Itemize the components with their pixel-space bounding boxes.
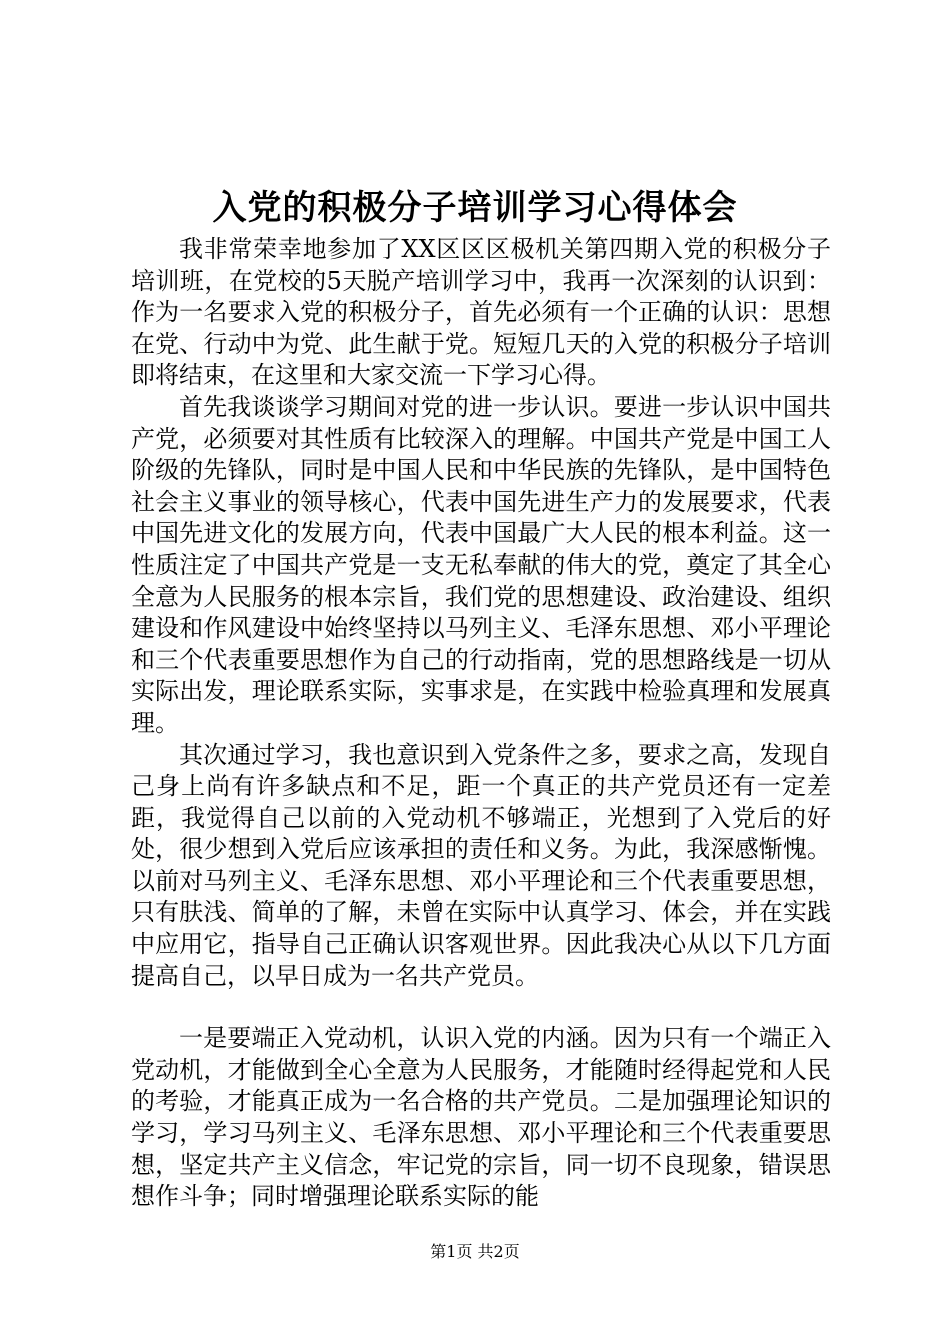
paragraph-self-reflection: 其次通过学习，我也意识到入党条件之多，要求之高，发现自己身上尚有许多缺点和不足，距一个真正的共产党员还有一定差距，我觉得自己以前的入党动机不够端正，光想到了入党后的好处，很少想到入党后应该承担的责任和义务。为此，我深感惭愧。以前对马列主义、毛泽东思想、邓小平理论和三个代表重要思想，只有肤浅、简单的了解，未曾在实际中认真学习、体会，并在实践中应用它，指导自己正确认识客观世界。因此我决心从以下几方面提高自己，以早日成为一名共产党员。	[131, 740, 831, 990]
document-title: 入党的积极分子培训学习心得体会	[212, 188, 738, 228]
paragraph-party-understanding: 首先我谈谈学习期间对党的进一步认识。要进一步认识中国共产党，必须要对其性质有比较深入的理解。中国共产党是中国工人阶级的先锋队，同时是中国人民和中华民族的先锋队，是中国特色社会主义事业的领导核心，代表中国先进生产力的发展要求，代表中国先进文化的发展方向，代表中国最广大人民的根本利益。这一性质注定了中国共产党是一支无私奉献的伟大的党，奠定了其全心全意为人民服务的根本宗旨，我们党的思想建设、政治建设、组织建设和作风建设中始终坚持以马列主义、毛泽东思想、邓小平理论和三个代表重要思想作为自己的行动指南，党的思想路线是一切从实际出发，理论联系实际，实事求是，在实践中检验真理和发展真理。	[131, 392, 831, 737]
page-number-footer: 第1页 共2页	[430, 1242, 520, 1261]
paragraph-intro: 我非常荣幸地参加了XX区区区极机关第四期入党的积极分子培训班，在党校的5天脱产培训学习中，我再一次深刻的认识到：作为一名要求入党的积极分子，首先必须有一个正确的认识：思想在党、行动中为党、此生献于党。短短几天的入党的积极分子培训即将结束，在这里和大家交流一下学习心得。	[131, 235, 831, 390]
document-body	[131, 234, 831, 1213]
paragraph-resolutions: 一是要端正入党动机，认识入党的内涵。因为只有一个端正入党动机，才能做到全心全意为人民服务，才能随时经得起党和人民的考验，才能真正成为一名合格的共产党员。二是加强理论知识的学习，学习马列主义、毛泽东思想、邓小平理论和三个代表重要思想，坚定共产主义信念，牢记党的宗旨，同一切不良现象，错误思想作斗争；同时增强理论联系实际的能	[131, 1024, 831, 1211]
